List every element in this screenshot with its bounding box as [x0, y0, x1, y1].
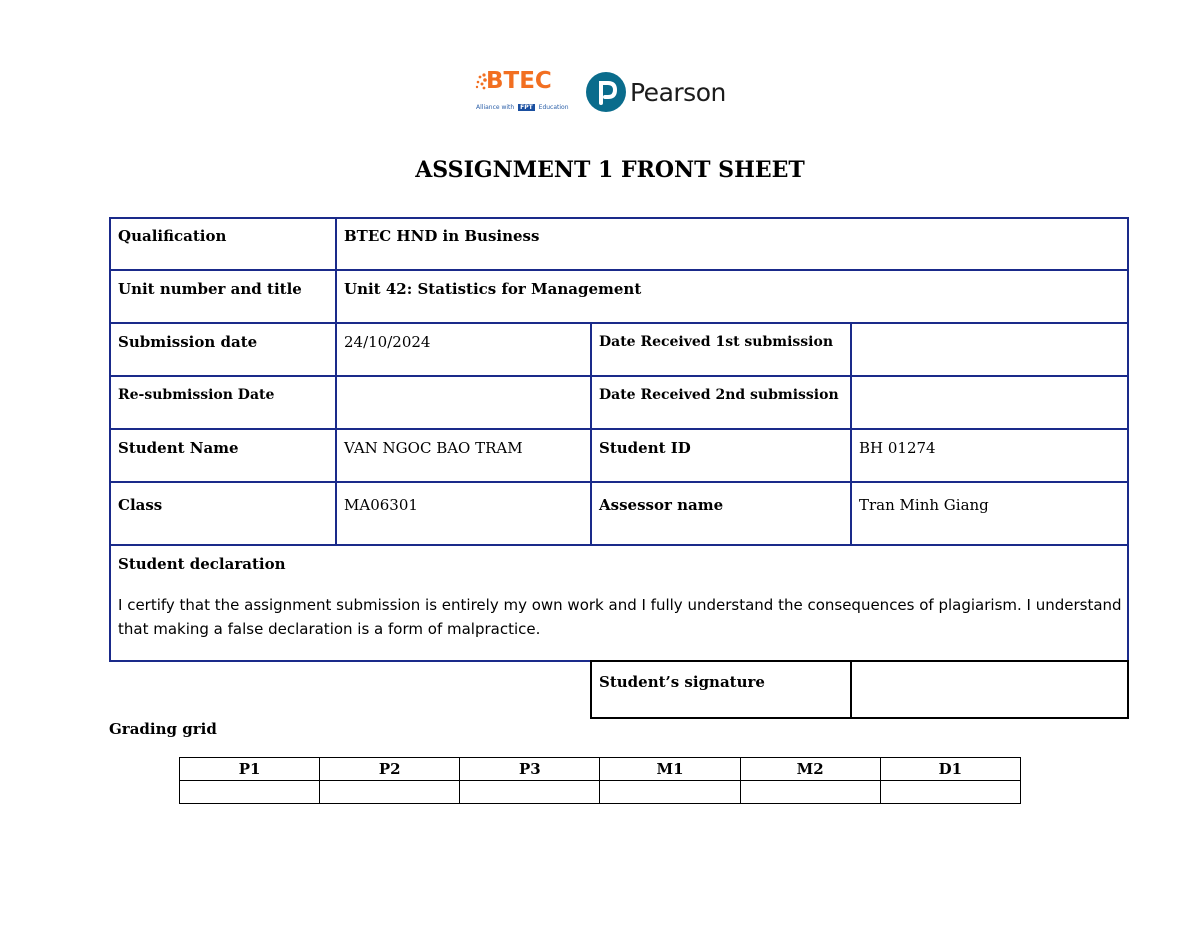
btec-wordmark: BTEC [486, 68, 552, 94]
student-name-value: VAN NGOC BAO TRAM [344, 439, 523, 457]
grade-value-p1[interactable] [180, 781, 320, 804]
grading-grid-label: Grading grid [109, 720, 217, 738]
column-divider [850, 322, 852, 544]
row-divider [109, 544, 1129, 546]
column-divider [590, 322, 592, 544]
column-divider [335, 217, 337, 544]
unit-label: Unit number and title [118, 280, 302, 298]
signature-divider [850, 660, 852, 719]
grade-header-m2: M2 [740, 758, 880, 781]
grade-value-p3[interactable] [460, 781, 600, 804]
assessor-name-label: Assessor name [599, 496, 724, 514]
student-id-value: BH 01274 [859, 439, 936, 457]
signature-label: Student’s signature [599, 673, 765, 691]
btec-logo [474, 68, 569, 118]
row-divider [109, 322, 1129, 324]
grade-value-d1[interactable] [880, 781, 1020, 804]
row-divider [109, 428, 1129, 430]
class-value: MA06301 [344, 496, 418, 514]
qualification-value: BTEC HND in Business [344, 227, 540, 245]
submission-date-label: Submission date [118, 333, 258, 351]
declaration-heading: Student declaration [118, 555, 286, 573]
pearson-circle-icon [586, 72, 626, 112]
grade-header-d1: D1 [880, 758, 1020, 781]
declaration-text: I certify that the assignment submission is entirely my own work and I fully understand the consequences of plagiarism. I understand that making a false declaration is a form of malpractice. [118, 596, 1122, 638]
submission-date-value: 24/10/2024 [344, 333, 431, 351]
grading-grid [179, 757, 1021, 804]
grading-grid-header-row [180, 758, 1021, 781]
grade-value-m1[interactable] [600, 781, 740, 804]
row-divider [109, 269, 1129, 271]
grade-header-p3: P3 [460, 758, 600, 781]
row-divider [109, 481, 1129, 483]
signature-field[interactable] [853, 663, 1126, 716]
grading-grid-value-row [180, 781, 1021, 804]
grade-header-m1: M1 [600, 758, 740, 781]
pearson-p-icon [586, 72, 626, 112]
student-id-label: Student ID [599, 439, 691, 457]
resubmission-date-label: Re-submission Date [118, 387, 275, 403]
class-label: Class [118, 496, 163, 514]
page-title: ASSIGNMENT 1 FRONT SHEET [415, 157, 805, 183]
btec-tagline [476, 104, 569, 111]
date-received-2-label: Date Received 2nd submission [599, 387, 839, 403]
qualification-label: Qualification [118, 227, 227, 245]
pearson-wordmark: Pearson [630, 78, 726, 107]
fpt-badge: FPT [520, 104, 533, 111]
assessor-name-value: Tran Minh Giang [859, 496, 989, 514]
row-divider [109, 375, 1129, 377]
grade-value-p2[interactable] [320, 781, 460, 804]
student-name-label: Student Name [118, 439, 239, 457]
logo-bar [470, 68, 730, 120]
grade-header-p1: P1 [180, 758, 320, 781]
unit-value: Unit 42: Statistics for Management [344, 280, 642, 298]
btec-tagline-pre: Alliance with [476, 104, 515, 111]
btec-tagline-post: Education [538, 104, 569, 111]
grade-value-m2[interactable] [740, 781, 880, 804]
grade-header-p2: P2 [320, 758, 460, 781]
date-received-1-label: Date Received 1st submission [599, 334, 834, 350]
